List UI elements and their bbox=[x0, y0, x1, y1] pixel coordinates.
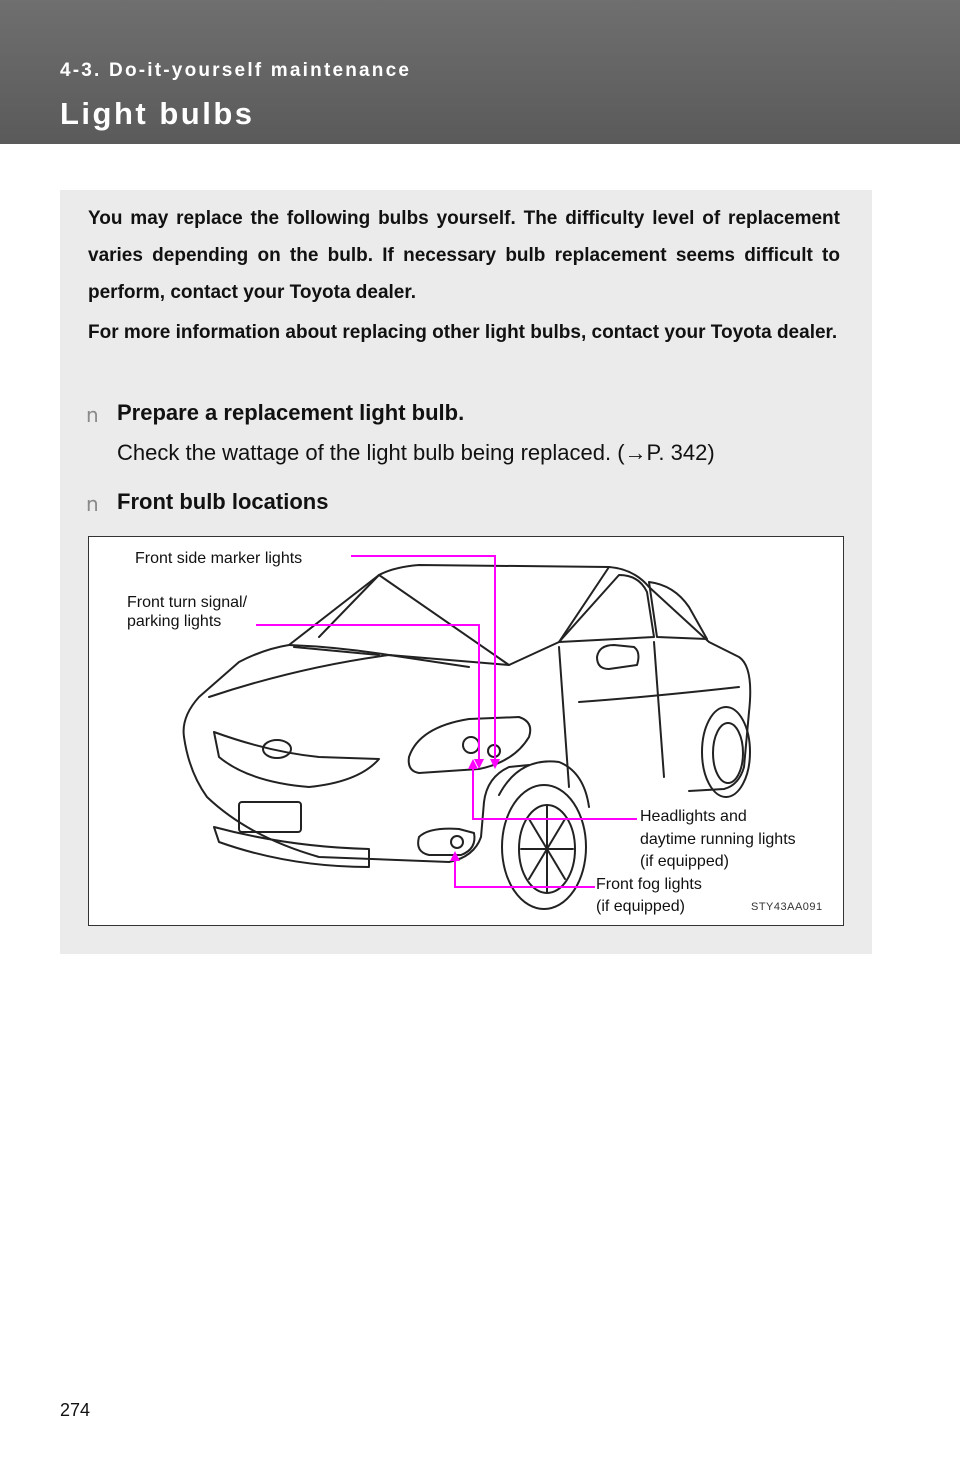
bullet-icon: n bbox=[86, 492, 99, 516]
headlights-callout-line1: Headlights and bbox=[640, 808, 747, 825]
front-bulb-locations-heading: Front bulb locations bbox=[117, 489, 329, 514]
turn-signal-callout-line2: parking lights bbox=[127, 613, 222, 630]
front-bulb-diagram bbox=[88, 536, 844, 926]
intro-paragraph-1: You may replace the following bulbs yourself. The difficulty level of replacement varies depending on the bulb. If necessary bulb replacement seems difficult to perform, contact your Toyota dealer. bbox=[88, 208, 840, 303]
page-title: Light bulbs bbox=[60, 96, 255, 131]
intro-paragraph-2: For more information about replacing other light bulbs, contact your Toyota dealer. bbox=[88, 322, 838, 343]
page-number: 274 bbox=[60, 1400, 91, 1420]
side-marker-callout: Front side marker lights bbox=[135, 550, 303, 567]
replacement-bulb-heading: Prepare a replacement light bulb. bbox=[117, 400, 465, 425]
page-header bbox=[0, 0, 960, 144]
section-label: 4-3. Do-it-yourself maintenance bbox=[60, 60, 412, 81]
headlights-callout-line3: (if equipped) bbox=[640, 853, 729, 870]
headlights-callout-line2: daytime running lights bbox=[640, 831, 796, 848]
fog-lights-callout-line1: Front fog lights bbox=[596, 876, 702, 893]
wattage-instruction: Check the wattage of the light bulb being replaced. (→P. 342) bbox=[117, 440, 715, 465]
figure-code: STY43AA091 bbox=[751, 901, 823, 913]
bullet-icon: n bbox=[86, 403, 99, 427]
turn-signal-callout-line1: Front turn signal/ bbox=[127, 594, 248, 611]
fog-lights-callout-line2: (if equipped) bbox=[596, 898, 685, 915]
